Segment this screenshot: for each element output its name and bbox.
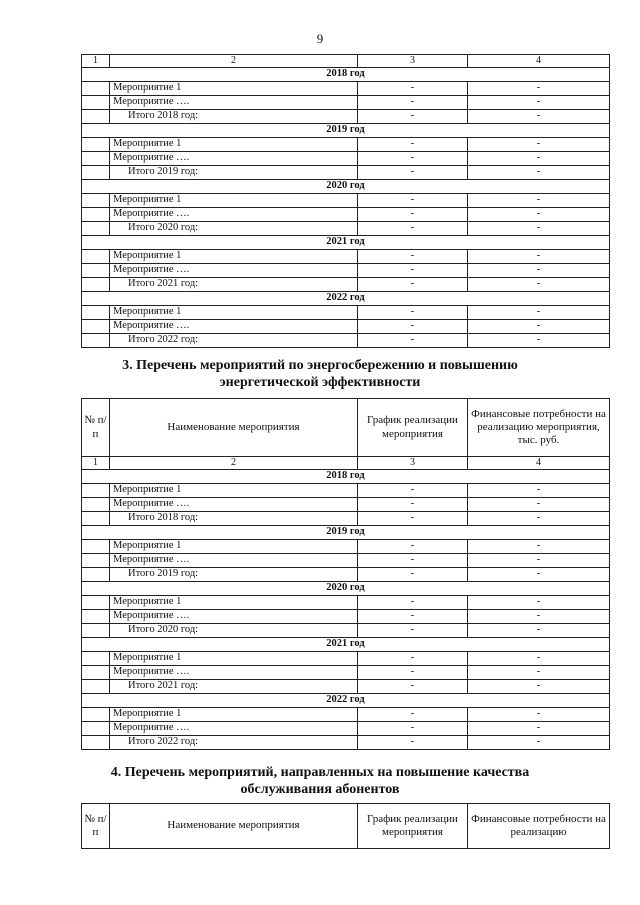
cell-num — [82, 152, 110, 166]
column-number-row — [82, 55, 610, 68]
table-header-row — [82, 804, 610, 849]
cell-schedule: - — [358, 596, 468, 610]
year-label: 2018 год — [82, 68, 610, 82]
year-row — [82, 694, 610, 708]
year-label: 2021 год — [82, 638, 610, 652]
cell-name: Мероприятие 1 — [110, 306, 358, 320]
cell-finance: - — [468, 250, 610, 264]
total-row — [82, 680, 610, 694]
table-row — [82, 540, 610, 554]
cell-name: Мероприятие 1 — [110, 82, 358, 96]
cell-finance: - — [468, 512, 610, 526]
cell-num — [82, 596, 110, 610]
page-number: 9 — [316, 31, 324, 46]
cell-schedule: - — [358, 334, 468, 348]
section3-title-line2: энергетической эффективности — [219, 375, 421, 390]
t2-body — [82, 399, 610, 750]
cell-finance: - — [468, 82, 610, 96]
cell-name: Мероприятие 1 — [110, 484, 358, 498]
total-row — [82, 278, 610, 292]
header-finance: Финансовые потребности на реализацию мероприятия, тыс. руб. — [468, 399, 610, 457]
section3-title-line1: 3. Перечень мероприятий по энергосбережению и повышению — [122, 358, 518, 373]
cell-finance: - — [468, 484, 610, 498]
table-row — [82, 96, 610, 110]
year-label: 2018 год — [82, 470, 610, 484]
col-num-2: 2 — [110, 55, 358, 68]
cell-num — [82, 222, 110, 236]
cell-name: Мероприятие …. — [110, 498, 358, 512]
cell-name: Мероприятие 1 — [110, 540, 358, 554]
cell-schedule: - — [358, 736, 468, 750]
cell-schedule: - — [358, 264, 468, 278]
cell-schedule: - — [358, 680, 468, 694]
col-num-4: 4 — [468, 457, 610, 470]
year-row — [82, 470, 610, 484]
section4-title-line1: 4. Перечень мероприятий, направленных на повышение качества — [110, 765, 530, 780]
year-label: 2022 год — [82, 292, 610, 306]
year-row — [82, 124, 610, 138]
total-row — [82, 334, 610, 348]
year-label: 2019 год — [82, 526, 610, 540]
cell-schedule: - — [358, 554, 468, 568]
cell-finance: - — [468, 554, 610, 568]
cell-schedule: - — [358, 194, 468, 208]
cell-num — [82, 736, 110, 750]
total-row — [82, 166, 610, 180]
cell-finance: - — [468, 680, 610, 694]
cell-schedule: - — [358, 512, 468, 526]
cell-num — [82, 680, 110, 694]
table-row — [82, 208, 610, 222]
cell-name: Итого 2020 год: — [110, 222, 358, 236]
cell-num — [82, 512, 110, 526]
cell-num — [82, 110, 110, 124]
cell-num — [82, 82, 110, 96]
cell-num — [82, 498, 110, 512]
cell-num — [82, 306, 110, 320]
col-num-1: 1 — [82, 457, 110, 470]
table-row — [82, 666, 610, 680]
cell-num — [82, 708, 110, 722]
cell-schedule: - — [358, 250, 468, 264]
cell-schedule: - — [358, 498, 468, 512]
table-row — [82, 610, 610, 624]
cell-num — [82, 208, 110, 222]
cell-name: Мероприятие …. — [110, 152, 358, 166]
year-row — [82, 292, 610, 306]
cell-finance: - — [468, 652, 610, 666]
year-row — [82, 180, 610, 194]
cell-finance: - — [468, 540, 610, 554]
total-row — [82, 222, 610, 236]
cell-finance: - — [468, 194, 610, 208]
cell-finance: - — [468, 334, 610, 348]
cell-finance: - — [468, 708, 610, 722]
cell-schedule: - — [358, 82, 468, 96]
cell-finance: - — [468, 152, 610, 166]
table-row — [82, 306, 610, 320]
table-row — [82, 722, 610, 736]
year-label: 2019 год — [82, 124, 610, 138]
table-header-row — [82, 399, 610, 457]
cell-finance: - — [468, 736, 610, 750]
t3-body — [82, 804, 610, 849]
cell-schedule: - — [358, 652, 468, 666]
table-row — [82, 320, 610, 334]
header-schedule: График реализации мероприятия — [358, 804, 468, 849]
cell-finance: - — [468, 110, 610, 124]
cell-name: Мероприятие …. — [110, 320, 358, 334]
total-row — [82, 110, 610, 124]
cell-schedule: - — [358, 152, 468, 166]
header-num: № п/п — [82, 399, 110, 457]
cell-num — [82, 320, 110, 334]
year-label: 2020 год — [82, 582, 610, 596]
cell-schedule: - — [358, 708, 468, 722]
cell-num — [82, 666, 110, 680]
cell-name: Мероприятие …. — [110, 96, 358, 110]
cell-name: Мероприятие 1 — [110, 596, 358, 610]
cell-finance: - — [468, 306, 610, 320]
total-row — [82, 568, 610, 582]
cell-schedule: - — [358, 610, 468, 624]
table-row — [82, 82, 610, 96]
table-row — [82, 152, 610, 166]
cell-name: Мероприятие …. — [110, 554, 358, 568]
table-section3 — [81, 398, 610, 750]
cell-num — [82, 194, 110, 208]
cell-name: Мероприятие …. — [110, 208, 358, 222]
cell-num — [82, 166, 110, 180]
cell-name: Итого 2021 год: — [110, 278, 358, 292]
cell-schedule: - — [358, 166, 468, 180]
table-row — [82, 138, 610, 152]
year-label: 2020 год — [82, 180, 610, 194]
cell-finance: - — [468, 498, 610, 512]
header-schedule: График реализации мероприятия — [358, 399, 468, 457]
cell-finance: - — [468, 320, 610, 334]
col-num-4: 4 — [468, 55, 610, 68]
cell-name: Итого 2018 год: — [110, 110, 358, 124]
cell-num — [82, 554, 110, 568]
t1-body — [82, 55, 610, 348]
cell-finance: - — [468, 624, 610, 638]
cell-schedule: - — [358, 138, 468, 152]
cell-num — [82, 138, 110, 152]
cell-schedule: - — [358, 624, 468, 638]
table-row — [82, 484, 610, 498]
year-label: 2022 год — [82, 694, 610, 708]
total-row — [82, 624, 610, 638]
cell-schedule: - — [358, 540, 468, 554]
table-row — [82, 264, 610, 278]
cell-finance: - — [468, 610, 610, 624]
header-name: Наименование мероприятия — [110, 399, 358, 457]
cell-num — [82, 568, 110, 582]
cell-name: Мероприятие 1 — [110, 138, 358, 152]
cell-schedule: - — [358, 278, 468, 292]
cell-finance: - — [468, 596, 610, 610]
table-row — [82, 498, 610, 512]
cell-num — [82, 540, 110, 554]
table-row — [82, 708, 610, 722]
cell-schedule: - — [358, 722, 468, 736]
cell-num — [82, 334, 110, 348]
cell-schedule: - — [358, 320, 468, 334]
cell-name: Мероприятие …. — [110, 264, 358, 278]
table-row — [82, 250, 610, 264]
cell-finance: - — [468, 138, 610, 152]
year-label: 2021 год — [82, 236, 610, 250]
cell-name: Мероприятие 1 — [110, 652, 358, 666]
year-row — [82, 526, 610, 540]
year-row — [82, 68, 610, 82]
cell-finance: - — [468, 722, 610, 736]
cell-schedule: - — [358, 484, 468, 498]
col-num-1: 1 — [82, 55, 110, 68]
col-num-3: 3 — [358, 457, 468, 470]
cell-schedule: - — [358, 568, 468, 582]
cell-name: Мероприятие 1 — [110, 250, 358, 264]
cell-finance: - — [468, 166, 610, 180]
cell-finance: - — [468, 96, 610, 110]
year-row — [82, 236, 610, 250]
year-row — [82, 638, 610, 652]
cell-name: Итого 2021 год: — [110, 680, 358, 694]
cell-num — [82, 610, 110, 624]
year-row — [82, 582, 610, 596]
cell-schedule: - — [358, 96, 468, 110]
cell-name: Итого 2022 год: — [110, 736, 358, 750]
col-num-3: 3 — [358, 55, 468, 68]
cell-name: Итого 2019 год: — [110, 568, 358, 582]
table-section2-continued — [81, 54, 610, 348]
cell-schedule: - — [358, 666, 468, 680]
cell-finance: - — [468, 208, 610, 222]
cell-num — [82, 264, 110, 278]
cell-schedule: - — [358, 222, 468, 236]
cell-name: Итого 2019 год: — [110, 166, 358, 180]
cell-finance: - — [468, 568, 610, 582]
cell-num — [82, 484, 110, 498]
cell-num — [82, 722, 110, 736]
cell-num — [82, 652, 110, 666]
cell-finance: - — [468, 264, 610, 278]
table-row — [82, 596, 610, 610]
cell-schedule: - — [358, 306, 468, 320]
cell-name: Итого 2020 год: — [110, 624, 358, 638]
column-number-row — [82, 457, 610, 470]
table-section4 — [81, 803, 610, 849]
cell-num — [82, 96, 110, 110]
col-num-2: 2 — [110, 457, 358, 470]
section4-title-line2: обслуживания абонентов — [240, 782, 400, 797]
cell-finance: - — [468, 222, 610, 236]
cell-num — [82, 250, 110, 264]
cell-name: Мероприятие …. — [110, 722, 358, 736]
cell-num — [82, 624, 110, 638]
table-row — [82, 554, 610, 568]
cell-schedule: - — [358, 208, 468, 222]
total-row — [82, 736, 610, 750]
cell-finance: - — [468, 278, 610, 292]
cell-num — [82, 278, 110, 292]
cell-name: Мероприятие 1 — [110, 194, 358, 208]
cell-name: Мероприятие …. — [110, 666, 358, 680]
cell-name: Мероприятие …. — [110, 610, 358, 624]
table-row — [82, 652, 610, 666]
header-name: Наименование мероприятия — [110, 804, 358, 849]
cell-name: Итого 2018 год: — [110, 512, 358, 526]
header-finance: Финансовые потребности на реализацию — [468, 804, 610, 849]
cell-name: Итого 2022 год: — [110, 334, 358, 348]
table-row — [82, 194, 610, 208]
cell-finance: - — [468, 666, 610, 680]
cell-schedule: - — [358, 110, 468, 124]
total-row — [82, 512, 610, 526]
cell-name: Мероприятие 1 — [110, 708, 358, 722]
header-num: № п/п — [82, 804, 110, 849]
